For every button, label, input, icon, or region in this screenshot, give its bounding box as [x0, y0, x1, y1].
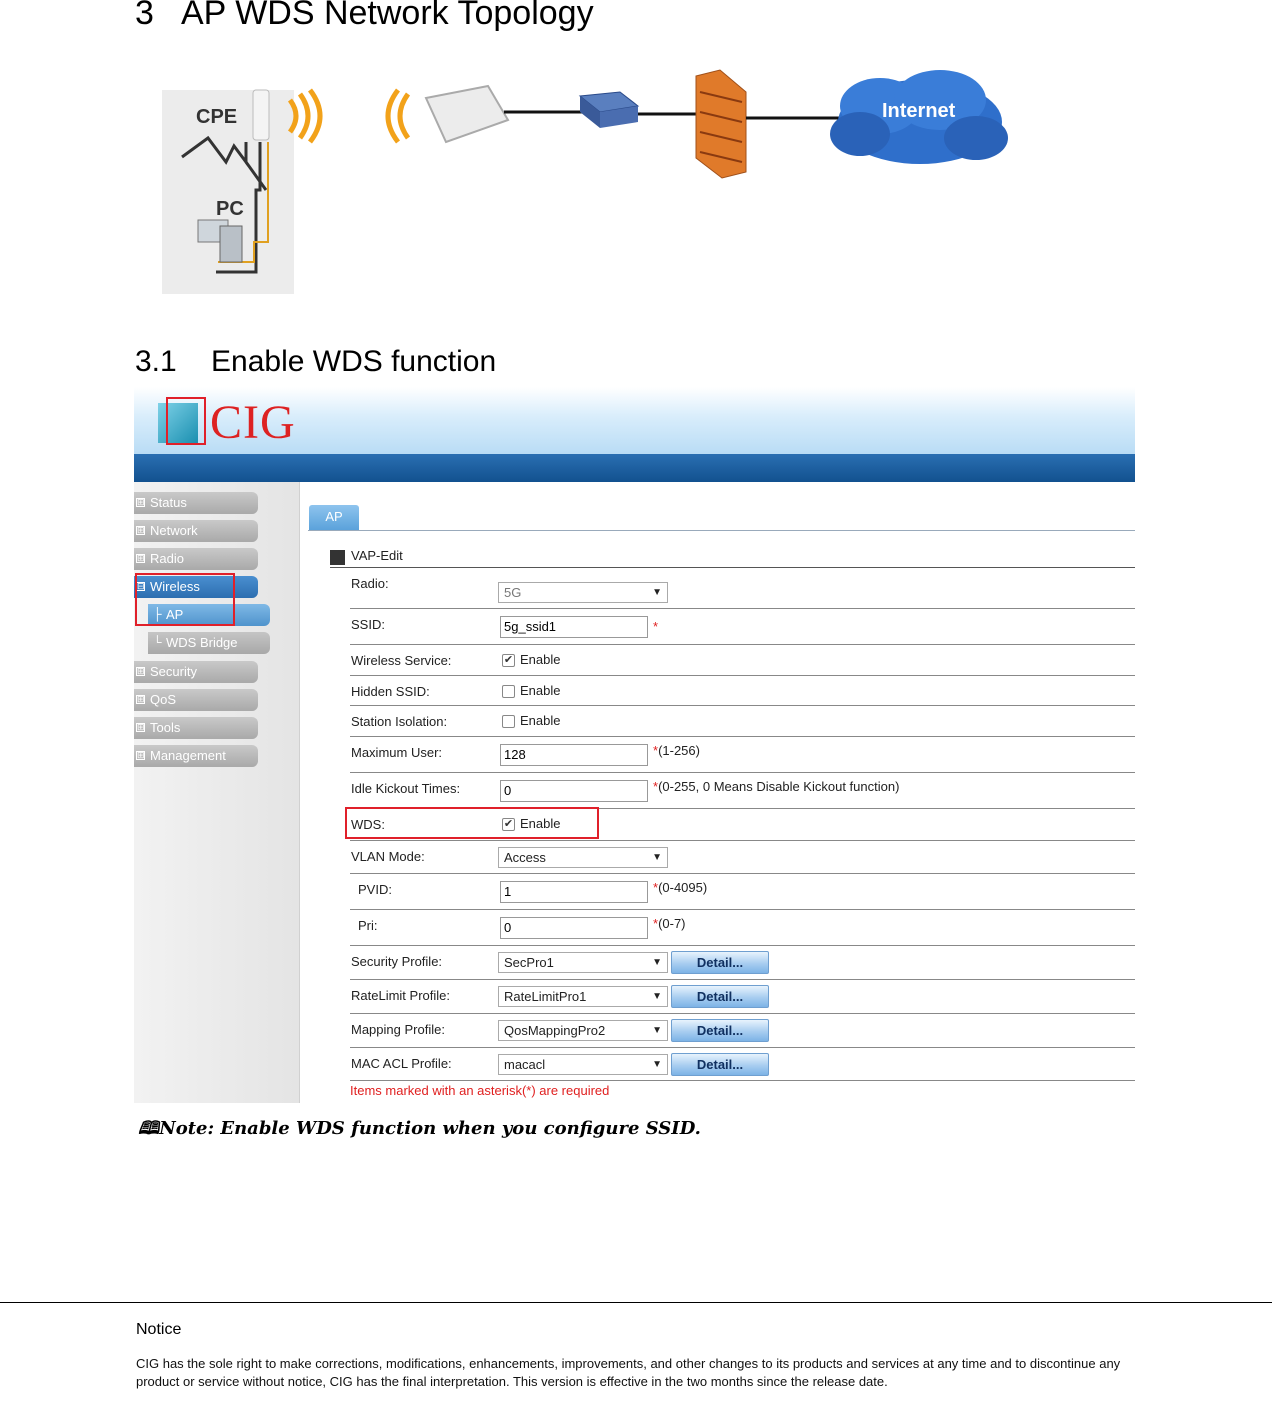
- book-icon: 🕮: [138, 1118, 160, 1139]
- row-pvid: PVID: 1 *(0-4095): [350, 874, 1135, 910]
- sidebar-item-management[interactable]: ⊞ Management: [134, 745, 258, 767]
- maximum-user-input[interactable]: 128: [500, 744, 648, 766]
- chevron-down-icon: ▼: [652, 587, 662, 598]
- radio-select[interactable]: 5G ▼: [498, 582, 668, 603]
- header-banner: [134, 387, 1135, 454]
- row-maximum-user: Maximum User: 128 *(1-256): [350, 737, 1135, 773]
- network-topology-diagram: [160, 62, 1020, 298]
- sidebar-item-security[interactable]: ⊞ Security: [134, 661, 258, 683]
- row-radio: Radio: 5G ▼: [350, 568, 1135, 609]
- security-profile-select[interactable]: SecPro1 ▼: [498, 952, 668, 973]
- chevron-down-icon: ▼: [652, 991, 662, 1002]
- wireless-signal-icon: [290, 90, 408, 142]
- footer-text: CIG has the sole right to make corrections, modifications, enhancements, improvements, and other changes to its products and services at any time and to discontinue any product or service without notice, CIG has the final interpretation. This version is effective in the two months since the release date.: [136, 1356, 1121, 1389]
- ratelimit-profile-select[interactable]: RateLimitPro1 ▼: [498, 986, 668, 1007]
- sidebar-item-network[interactable]: ⊞ Network: [134, 520, 258, 542]
- vlan-mode-select[interactable]: Access ▼: [498, 847, 668, 868]
- mac-acl-profile-select[interactable]: macacl ▼: [498, 1054, 668, 1075]
- collapse-icon: ⊟: [137, 581, 145, 591]
- sidebar-item-ap[interactable]: ├ AP: [148, 604, 270, 626]
- internet-label: Internet: [882, 100, 956, 122]
- required-footnote: Items marked with an asterisk(*) are required: [350, 1083, 610, 1098]
- idle-kickout-input[interactable]: 0: [500, 780, 648, 802]
- section-title: VAP-Edit: [351, 548, 403, 563]
- row-security-profile: Security Profile: SecPro1 ▼ Detail...: [350, 946, 1135, 980]
- expand-icon: ⊞: [137, 525, 145, 535]
- mapping-detail-button[interactable]: Detail...: [671, 1019, 769, 1042]
- expand-icon: ⊞: [137, 553, 145, 563]
- sidebar-item-radio[interactable]: ⊞ Radio: [134, 548, 258, 570]
- tree-branch-icon: ├: [153, 607, 162, 621]
- sidebar-item-tools[interactable]: ⊞ Tools: [134, 717, 258, 739]
- logo-text: CIG: [210, 396, 296, 449]
- wireless-service-checkbox[interactable]: ✔: [503, 654, 514, 666]
- note: [138, 1116, 701, 1146]
- header-bar: [134, 454, 1135, 482]
- chevron-down-icon: ▼: [652, 1059, 662, 1070]
- expand-icon: ⊞: [137, 666, 145, 676]
- chevron-down-icon: ▼: [652, 957, 662, 968]
- pvid-input[interactable]: 1: [500, 881, 648, 903]
- row-mac-acl-profile: MAC ACL Profile: macacl ▼ Detail...: [350, 1048, 1135, 1081]
- access-point-icon: [426, 86, 508, 142]
- expand-icon: ⊞: [137, 722, 145, 732]
- tree-branch-icon: └: [153, 635, 162, 649]
- section-number: 3: [135, 0, 154, 32]
- subsection-heading: [135, 345, 496, 379]
- chevron-down-icon: ▼: [652, 852, 662, 863]
- sidebar-item-wireless[interactable]: ⊟ Wireless: [134, 576, 258, 598]
- footer-divider: [0, 1302, 1272, 1303]
- hidden-ssid-checkbox[interactable]: [502, 685, 515, 698]
- expand-icon: ⊞: [137, 694, 145, 704]
- mapping-profile-select[interactable]: QosMappingPro2 ▼: [498, 1020, 668, 1041]
- row-vlan-mode: VLAN Mode: Access ▼: [350, 841, 1135, 874]
- station-isolation-checkbox[interactable]: [502, 715, 515, 728]
- section-heading: [135, 0, 594, 33]
- security-detail-button[interactable]: Detail...: [671, 951, 769, 974]
- chevron-down-icon: ▼: [652, 1025, 662, 1036]
- row-ssid: SSID: 5g_ssid1 *: [350, 609, 1135, 645]
- wds-checkbox[interactable]: ✔: [503, 818, 514, 830]
- tab-underline: [308, 530, 1135, 531]
- topology-graphic: [160, 62, 1020, 298]
- row-hidden-ssid: Hidden SSID: Enable: [350, 676, 1135, 706]
- cpe-icon: [253, 90, 269, 140]
- section-marker-icon: [330, 550, 345, 565]
- row-wireless-service: Wireless Service: ✔ Enable: [350, 645, 1135, 676]
- mac-acl-detail-button[interactable]: Detail...: [671, 1053, 769, 1076]
- ssid-input[interactable]: 5g_ssid1: [500, 616, 648, 638]
- row-ratelimit-profile: RateLimit Profile: RateLimitPro1 ▼ Detail...: [350, 980, 1135, 1014]
- row-mapping-profile: Mapping Profile: QosMappingPro2 ▼ Detail...: [350, 1014, 1135, 1048]
- sidebar-item-wds-bridge[interactable]: └ WDS Bridge: [148, 632, 270, 654]
- cig-logo: [140, 395, 300, 449]
- sidebar-item-status[interactable]: ⊞ Status: [134, 492, 258, 514]
- pri-input[interactable]: 0: [500, 917, 648, 939]
- expand-icon: ⊞: [137, 497, 145, 507]
- subsection-number: 3.1: [135, 345, 177, 378]
- firewall-icon: [696, 70, 746, 178]
- section-title: AP WDS Network Topology: [181, 0, 594, 32]
- tab-ap[interactable]: AP: [309, 505, 359, 530]
- highlight-box-wds: [345, 807, 599, 839]
- subsection-title: Enable WDS function: [211, 345, 497, 378]
- footer-title: Notice: [136, 1321, 182, 1338]
- row-pri: Pri: 0 *(0-7): [350, 910, 1135, 946]
- row-idle-kickout: Idle Kickout Times: 0 *(0-255, 0 Means Disable Kickout function): [350, 773, 1135, 809]
- ratelimit-detail-button[interactable]: Detail...: [671, 985, 769, 1008]
- cpe-label: CPE: [196, 106, 238, 128]
- pc-label: PC: [216, 198, 244, 220]
- expand-icon: ⊞: [137, 750, 145, 760]
- highlight-box-wireless-ap: [135, 573, 235, 626]
- row-station-isolation: Station Isolation: Enable: [350, 706, 1135, 737]
- note-text: Note: Enable WDS function when you configure SSID.: [159, 1118, 701, 1139]
- row-wds: WDS: ✔ Enable: [350, 809, 1135, 841]
- sidebar-item-qos[interactable]: ⊞ QoS: [134, 689, 258, 711]
- router-config-screenshot: [134, 387, 1135, 1103]
